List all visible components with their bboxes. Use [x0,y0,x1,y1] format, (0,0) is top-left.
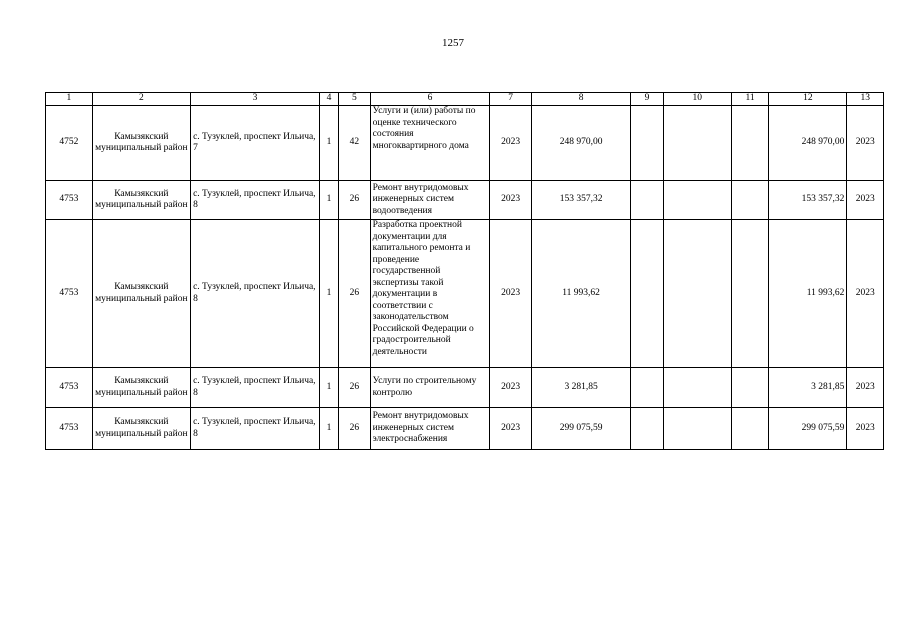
table-row [46,220,884,368]
column-header: 4 [319,93,338,106]
cell-total: 248 970,00 [769,106,847,181]
cell-total: 11 993,62 [769,220,847,368]
page-number: 1257 [442,37,464,49]
cell-col4: 1 [319,106,338,181]
cell-col11 [731,220,769,368]
cell-col11 [731,408,769,450]
cell-col5: 26 [339,368,370,408]
cell-amount: 153 357,32 [531,181,630,220]
cell-col9 [631,181,663,220]
cell-col9 [631,106,663,181]
cell-amount: 299 075,59 [531,408,630,450]
cell-col11 [731,368,769,408]
column-header: 10 [663,93,731,106]
cell-district: Камызякский муниципальный район [92,368,190,408]
cell-district: Камызякский муниципальный район [92,220,190,368]
cell-col11 [731,106,769,181]
cell-work: Ремонт внутридомовых инженерных систем электроснабжения [370,408,490,450]
cell-work: Ремонт внутридомовых инженерных систем водоотведения [370,181,490,220]
column-header: 3 [191,93,320,106]
column-header: 9 [631,93,663,106]
cell-col10 [663,181,731,220]
table-row [46,181,884,220]
cell-year-end: 2023 [847,181,884,220]
cell-col5: 26 [339,220,370,368]
cell-col10 [663,368,731,408]
cell-year-end: 2023 [847,408,884,450]
cell-col9 [631,408,663,450]
cell-year-end: 2023 [847,368,884,408]
cell-amount: 248 970,00 [531,106,630,181]
cell-number: 4752 [46,106,93,181]
cell-work: Разработка проектной документации для капитального ремонта и проведение государственной экспертизы такой документации в соответствии с законодательством Российской Федерации о градостроительной деятельности [370,220,490,368]
table-row [46,408,884,450]
cell-total: 299 075,59 [769,408,847,450]
column-header: 7 [490,93,532,106]
cell-year-end: 2023 [847,106,884,181]
cell-col10 [663,106,731,181]
cell-address: с. Тузуклей, проспект Ильича, 8 [191,408,320,450]
cell-col4: 1 [319,220,338,368]
table-row [46,368,884,408]
cell-col4: 1 [319,408,338,450]
cell-total: 153 357,32 [769,181,847,220]
cell-year: 2023 [490,181,532,220]
column-header: 1 [46,93,93,106]
cell-year: 2023 [490,368,532,408]
table-row [46,106,884,181]
cell-address: с. Тузуклей, проспект Ильича, 8 [191,368,320,408]
column-header: 8 [531,93,630,106]
cell-total: 3 281,85 [769,368,847,408]
cell-number: 4753 [46,181,93,220]
cell-district: Камызякский муниципальный район [92,408,190,450]
cell-year: 2023 [490,106,532,181]
cell-district: Камызякский муниципальный район [92,106,190,181]
cell-address: с. Тузуклей, проспект Ильича, 8 [191,220,320,368]
column-header: 5 [339,93,370,106]
header-row [46,93,884,106]
cell-work: Услуги по строительному контролю [370,368,490,408]
cell-address: с. Тузуклей, проспект Ильича, 7 [191,106,320,181]
cell-col5: 26 [339,181,370,220]
column-header: 2 [92,93,190,106]
cell-amount: 3 281,85 [531,368,630,408]
column-header: 6 [370,93,490,106]
column-header: 11 [731,93,769,106]
cell-col10 [663,408,731,450]
cell-year: 2023 [490,220,532,368]
cell-col5: 42 [339,106,370,181]
column-header: 12 [769,93,847,106]
cell-number: 4753 [46,220,93,368]
cell-col5: 26 [339,408,370,450]
cell-amount: 11 993,62 [531,220,630,368]
cell-col9 [631,220,663,368]
cell-year: 2023 [490,408,532,450]
cell-number: 4753 [46,408,93,450]
cell-col9 [631,368,663,408]
cell-work: Услуги и (или) работы по оценке технического состояния многоквартирного дома [370,106,490,181]
cell-col10 [663,220,731,368]
cell-district: Камызякский муниципальный район [92,181,190,220]
column-header: 13 [847,93,884,106]
cell-col11 [731,181,769,220]
works-table [45,92,884,450]
cell-address: с. Тузуклей, проспект Ильича, 8 [191,181,320,220]
cell-year-end: 2023 [847,220,884,368]
cell-number: 4753 [46,368,93,408]
cell-col4: 1 [319,181,338,220]
cell-col4: 1 [319,368,338,408]
